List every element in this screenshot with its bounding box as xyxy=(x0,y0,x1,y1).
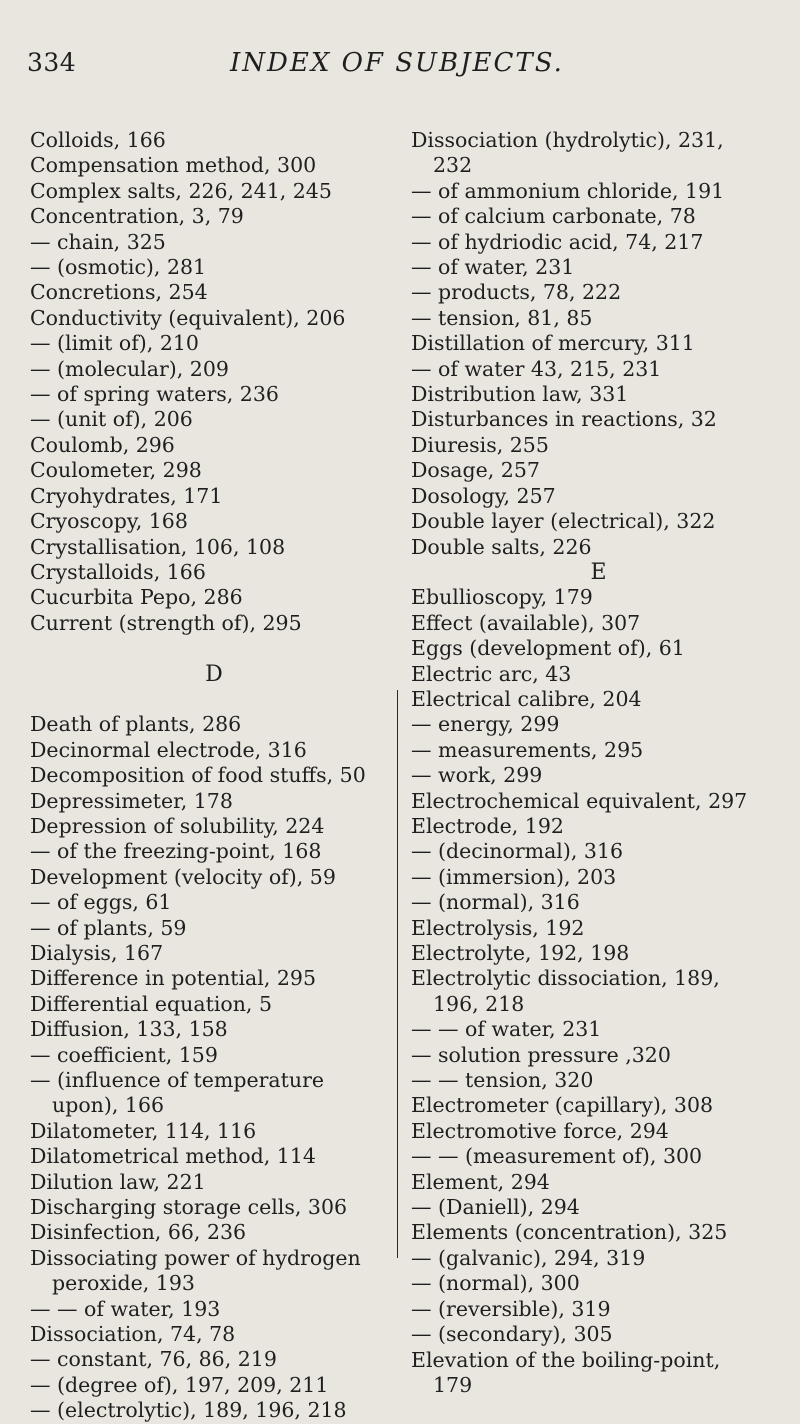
index-entry: — work, 299 xyxy=(411,763,543,788)
index-entry: Cryohydrates, 171 xyxy=(30,483,223,508)
entries-d xyxy=(30,712,398,1423)
index-entry: Decomposition of food stuffs, 50 xyxy=(30,763,366,788)
index-entry: Cucurbita Pepo, 286 xyxy=(30,585,243,610)
index-entry: Compensation method, 300 xyxy=(30,153,317,178)
index-entry: Current (strength of), 295 xyxy=(30,610,302,635)
index-entry: Distillation of mercury, 311 xyxy=(411,331,695,356)
index-entry: Eggs (development of), 61 xyxy=(411,636,685,661)
index-entry: Dissociation (hydrolytic), 231, xyxy=(411,128,724,152)
index-entry: Double salts, 226 xyxy=(411,534,592,559)
index-entry: Conductivity (equivalent), 206 xyxy=(30,305,346,330)
index-entry: — (secondary), 305 xyxy=(411,1322,613,1347)
index-entry: Cryoscopy, 168 xyxy=(30,509,188,534)
index-entry: Dilution law, 221 xyxy=(30,1169,206,1194)
index-entry: — (normal), 316 xyxy=(411,890,580,915)
entries-e xyxy=(411,585,786,1398)
index-entry: peroxide, 193 xyxy=(52,1271,195,1296)
index-entry: — (Daniell), 294 xyxy=(411,1195,580,1220)
index-entry: — coefficient, 159 xyxy=(30,1042,218,1067)
index-entry: — energy, 299 xyxy=(411,712,560,737)
index-entry: — — tension, 320 xyxy=(411,1068,594,1093)
index-entry: — of spring waters, 236 xyxy=(30,382,279,407)
index-entry: Elements (concentration), 325 xyxy=(411,1220,728,1245)
index-entry: Electric arc, 43 xyxy=(411,661,572,686)
index-entry: — of ammonium chloride, 191 xyxy=(411,178,725,203)
index-entry: — — of water, 193 xyxy=(30,1296,221,1321)
index-entry: Electrical calibre, 204 xyxy=(411,686,642,711)
index-entry: — (galvanic), 294, 319 xyxy=(411,1245,646,1270)
index-entry: Electromotive force, 294 xyxy=(411,1118,669,1143)
running-title: INDEX OF SUBJECTS. xyxy=(230,48,564,78)
index-entry: — — (measurement of), 300 xyxy=(411,1144,703,1169)
index-entry: Depressimeter, 178 xyxy=(30,788,233,813)
index-entry: Electrolytic dissociation, 189, xyxy=(411,966,720,991)
index-entry: — (molecular), 209 xyxy=(30,356,229,381)
index-entry: Complex salts, 226, 241, 245 xyxy=(30,178,332,203)
index-entry: Dosology, 257 xyxy=(411,483,556,508)
index-entry: — solution pressure ,320 xyxy=(411,1042,671,1067)
index-entry: Element, 294 xyxy=(411,1169,550,1194)
index-entry: Dilatometrical method, 114 xyxy=(30,1144,316,1169)
index-entry: Crystalloids, 166 xyxy=(30,559,206,584)
index-entry: Dilatometer, 114, 116 xyxy=(30,1118,257,1143)
index-entry: Electrochemical equivalent, 297 xyxy=(411,788,748,813)
index-entry: Ebullioscopy, 179 xyxy=(411,585,593,610)
entries-c xyxy=(30,128,398,636)
index-column-left xyxy=(30,128,398,1424)
index-entry: Dissociation, 74, 78 xyxy=(30,1322,236,1347)
index-entry: Electrolyte, 192, 198 xyxy=(411,941,630,965)
index-entry: — (decinormal), 316 xyxy=(411,839,624,864)
index-entry: — chain, 325 xyxy=(30,229,166,254)
index-entry: 196, 218 xyxy=(433,991,525,1016)
index-entry: Effect (available), 307 xyxy=(411,610,641,635)
index-entry: Difference in potential, 295 xyxy=(30,966,316,991)
entries-d-continued xyxy=(411,128,786,560)
index-entry: — (normal), 300 xyxy=(411,1271,580,1296)
index-entry: — (immersion), 203 xyxy=(411,864,617,889)
index-entry: upon), 166 xyxy=(52,1093,165,1118)
index-entry: Crystallisation, 106, 108 xyxy=(30,534,286,559)
section-letter-e: E xyxy=(590,559,607,585)
index-entry: Disinfection, 66, 236 xyxy=(30,1220,247,1245)
index-entry: Differential equation, 5 xyxy=(30,991,273,1016)
index-entry: Decinormal electrode, 316 xyxy=(30,737,307,762)
index-entry: Colloids, 166 xyxy=(30,128,166,152)
index-entry: Dissociating power of hydrogen xyxy=(30,1245,361,1270)
index-entry: Dialysis, 167 xyxy=(30,940,164,965)
index-entry: Electrolysis, 192 xyxy=(411,915,585,940)
index-entry: Diuresis, 255 xyxy=(411,432,549,457)
index-entry: — of hydriodic acid, 74, 217 xyxy=(411,229,704,254)
index-entry: — (limit of), 210 xyxy=(30,331,199,356)
index-entry: — products, 78, 222 xyxy=(411,280,622,305)
column-divider xyxy=(397,690,398,1258)
index-entry: — of water 43, 215, 231 xyxy=(411,356,662,381)
index-entry: — constant, 76, 86, 219 xyxy=(30,1347,277,1372)
index-entry: Diffusion, 133, 158 xyxy=(30,1017,228,1042)
index-entry: Coulometer, 298 xyxy=(30,458,202,483)
index-entry: 179 xyxy=(433,1372,473,1397)
index-entry: — (unit of), 206 xyxy=(30,407,193,432)
index-column-right xyxy=(411,128,786,1398)
index-entry: — of eggs, 61 xyxy=(30,890,172,915)
index-entry: Disturbances in reactions, 32 xyxy=(411,407,717,432)
index-entry: — of the freezing-point, 168 xyxy=(30,839,322,864)
index-entry: Development (velocity of), 59 xyxy=(30,864,336,889)
index-entry: Coulomb, 296 xyxy=(30,432,175,457)
index-entry: Depression of solubility, 224 xyxy=(30,813,325,838)
page-number: 334 xyxy=(27,48,77,77)
index-entry: — tension, 81, 85 xyxy=(411,305,593,330)
index-entry: Double layer (electrical), 322 xyxy=(411,509,716,534)
index-entry: Electrometer (capillary), 308 xyxy=(411,1093,714,1118)
index-entry: — of plants, 59 xyxy=(30,915,187,940)
index-entry: Death of plants, 286 xyxy=(30,712,242,737)
index-entry: Elevation of the boiling-point, xyxy=(411,1347,721,1372)
index-entry: — measurements, 295 xyxy=(411,737,644,762)
index-entry: Concretions, 254 xyxy=(30,280,208,305)
index-entry: 232 xyxy=(433,153,473,178)
index-entry: Electrode, 192 xyxy=(411,813,564,838)
index-entry: — of calcium carbonate, 78 xyxy=(411,204,696,229)
page-header xyxy=(0,48,800,88)
index-entry: — (osmotic), 281 xyxy=(30,255,207,280)
section-letter-d: D xyxy=(205,661,223,687)
index-entry: — of water, 231 xyxy=(411,255,575,280)
index-entry: Discharging storage cells, 306 xyxy=(30,1195,348,1220)
index-entry: — (reversible), 319 xyxy=(411,1296,611,1321)
index-entry: — (degree of), 197, 209, 211 xyxy=(30,1372,329,1397)
index-entry: Distribution law, 331 xyxy=(411,382,629,407)
index-entry: Concentration, 3, 79 xyxy=(30,204,244,229)
index-entry: — (influence of temperature xyxy=(30,1068,325,1092)
index-entry: — — of water, 231 xyxy=(411,1017,602,1042)
index-entry: Dosage, 257 xyxy=(411,458,540,483)
index-entry: — (electrolytic), 189, 196, 218 xyxy=(30,1398,347,1423)
